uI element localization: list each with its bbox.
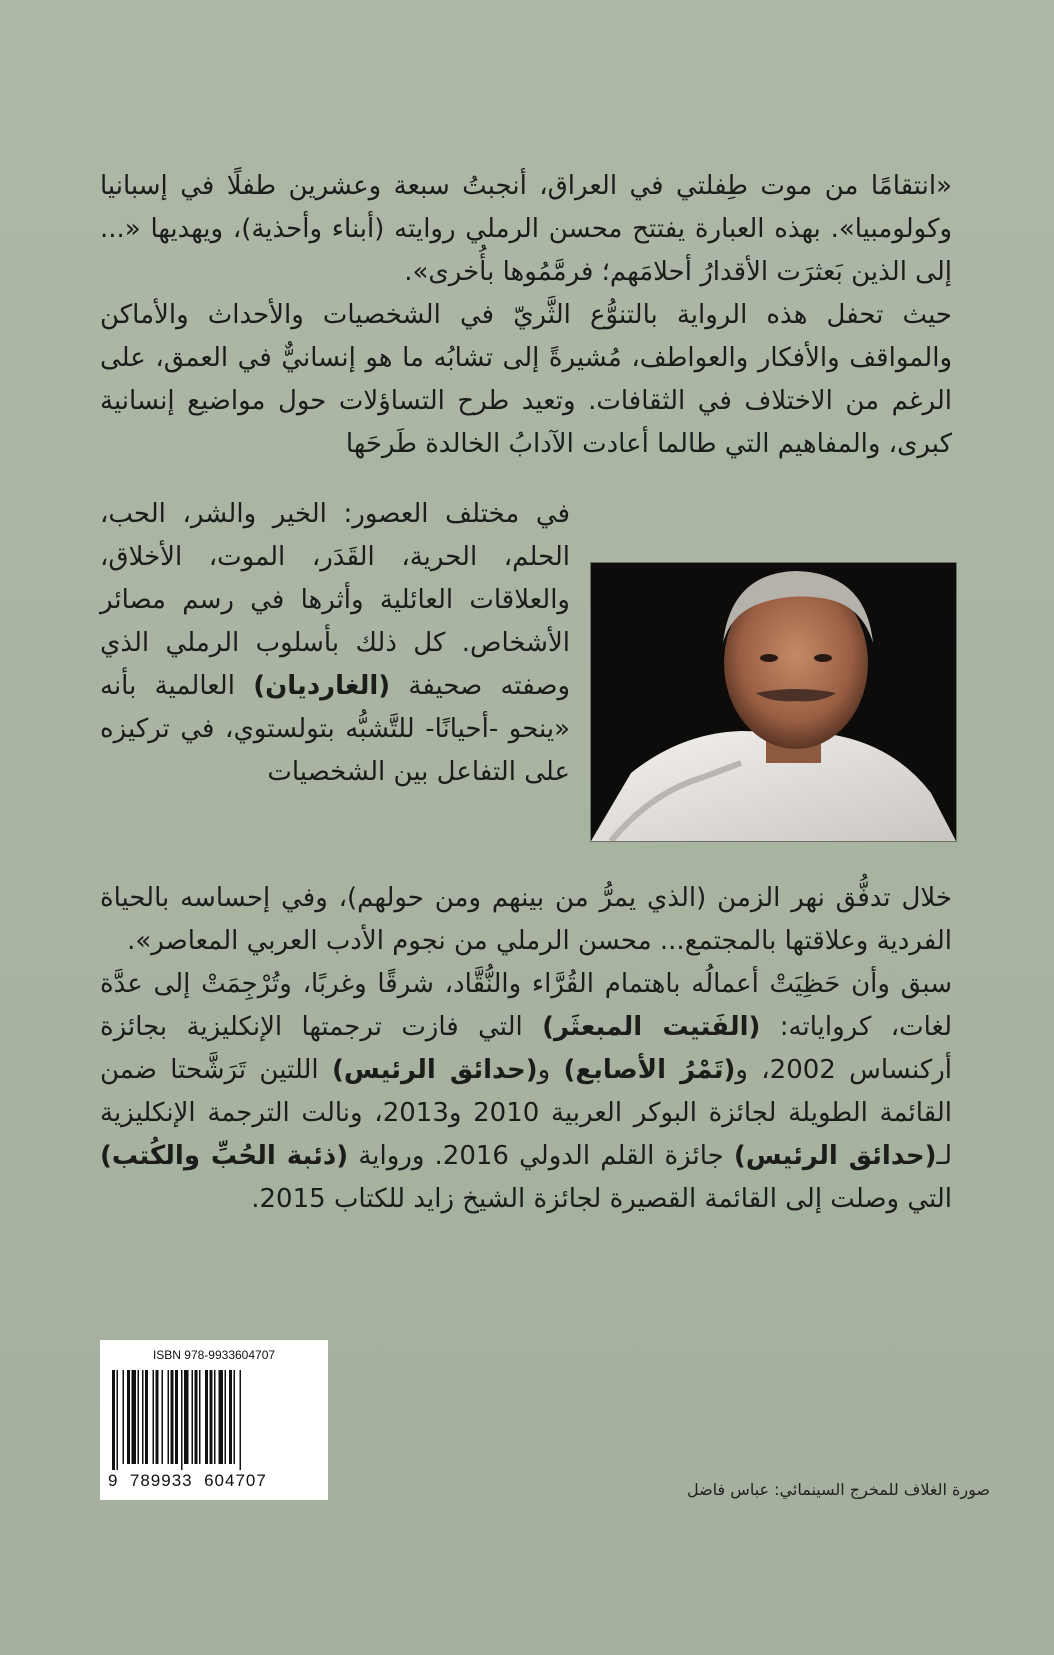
- novel-title-3: (حدائق الرئيس): [331, 1055, 538, 1085]
- author-photo: [590, 562, 957, 842]
- barcode-bar: [195, 1370, 198, 1464]
- barcode-bar: [138, 1370, 140, 1464]
- translations-text-1: سبق وأن حَظِيَتْ أعمالُه باهتمام القُرَّاء والنُّقَّاد، شرقًا وغربًا، وتُرْجِمَتْ إلى عدَّة لغات، كرواياته:: [100, 969, 953, 1042]
- barcode-bar: [219, 1370, 224, 1464]
- isbn-barcode: [100, 1340, 328, 1500]
- blurb-paragraph-4: خلال تدفُّق نهر الزمن (الذي يمرُّ من بينهم ومن حولهم)، وفي إحساسه بالحياة الفردية وعلاقتها بالمجتمع... محسن الرملي من نجوم الأدب العربي المعاصر».: [100, 883, 952, 956]
- translations-text-5: جائزة القلم الدولي 2016. ورواية: [358, 1141, 724, 1171]
- barcode-bar: [192, 1370, 194, 1464]
- barcode-bar: [112, 1370, 115, 1470]
- translations-text-3: و: [537, 1055, 551, 1085]
- blurb-paragraph-3-text: في مختلف العصور: الخير والشر، الحب، الحلم، الحرية، القَدَر، الموت، الأخلاق، والعلاقات العائلية وأثرها في رسم مصائر الأشخاص. كل ذلك بأسلوب الرملي الذي وصفته صحيفة: [100, 499, 571, 701]
- barcode-bar: [123, 1370, 125, 1464]
- barcode-bars: [112, 1370, 316, 1470]
- blurb-beside-photo: [100, 493, 570, 794]
- translations-text-6: التي وصلت إلى القائمة القصيرة لجائزة الشيخ زايد للكتاب 2015.: [251, 1184, 952, 1214]
- blurb-paragraph-3: [100, 493, 570, 794]
- barcode-bar: [117, 1370, 119, 1470]
- blurb-top: [100, 165, 952, 466]
- barcode-bar: [127, 1370, 130, 1464]
- barcode-bar: [142, 1370, 144, 1464]
- barcode-bar: [199, 1370, 201, 1464]
- blurb-paragraph-1: «انتقامًا من موت طِفلتي في العراق، أنجبتُ سبعة وعشرين طفلًا في إسبانيا وكولومبيا». بهذه العبارة يفتتح محسن الرملي روايته (أبناء وأحذية)، ويهديها «... إلى الذين بَعثرَت الأقدارُ أحلامَهم؛ فرمَّمُوها بأُخرى».: [100, 171, 952, 287]
- barcode-bar: [210, 1370, 213, 1464]
- photo-credit: صورة الغلاف للمخرج السينمائي: عباس فاضل: [686, 1480, 990, 1499]
- barcode-bar: [156, 1370, 159, 1464]
- barcode-bar: [214, 1370, 216, 1464]
- barcode-bar: [132, 1370, 137, 1464]
- barcode-bar: [184, 1370, 189, 1464]
- barcode-bar: [205, 1370, 208, 1464]
- novel-title-2: (تَمْرُ الأصابع): [563, 1055, 736, 1085]
- newspaper-name: (الغارديان): [253, 671, 391, 701]
- blurb-paragraph-5: [100, 963, 952, 1221]
- translations-text-4: اللتين تَرَشَّحتا ضمن القائمة الطويلة لجائزة البوكر العربية 2010 و2013، ونالت الترجمة الإنكليزية لـ: [100, 1055, 953, 1171]
- barcode-bar: [162, 1370, 164, 1464]
- barcode-bar: [145, 1370, 148, 1464]
- novel-title-4: (حدائق الرئيس): [733, 1141, 937, 1171]
- blurb-paragraph-3-tail: العالمية بأنه «ينحو -أحيانًا- للتَّشبُّه بتولستوي، في تركيزه على التفاعل بين الشخصيات: [100, 671, 570, 787]
- barcode-bar: [225, 1370, 227, 1464]
- blurb-paragraph-2: حيث تحفل هذه الرواية بالتنوُّع الثَّريّ في الشخصيات والأحداث والأماكن والمواقف والأفكار والعواطف، مُشيرةً إلى تشابُه ما هو إنسانيٌّ في العمق، على الرغم من الاختلاف في الثقافات. وتعيد طرح التساؤلات حول مواضيع إنسانية كبرى، والمفاهيم التي طالما أعادت الآدابُ الخالدة طَرحَها: [100, 300, 952, 459]
- blurb-bottom: [100, 877, 952, 1221]
- barcode-bar: [168, 1370, 170, 1464]
- barcode-bar: [229, 1370, 232, 1464]
- barcode-bar: [153, 1370, 155, 1464]
- barcode-bar: [181, 1370, 183, 1470]
- isbn-label: ISBN 978-9933604707: [152, 1348, 276, 1362]
- barcode-bar: [234, 1370, 236, 1464]
- novel-title-5: (ذئبة الحُبِّ والكُتب): [100, 1141, 349, 1171]
- barcode-bar: [175, 1370, 178, 1464]
- novel-title-1: (الفَتيت المبعثَر): [542, 1012, 761, 1042]
- barcode-digits: 9 789933 604707: [108, 1471, 267, 1490]
- translations-text-2: التي فازت ترجمتها الإنكليزية بجائزة أركنساس 2002، و: [100, 1012, 952, 1085]
- barcode-bar: [171, 1370, 174, 1464]
- barcode-bar: [240, 1370, 242, 1470]
